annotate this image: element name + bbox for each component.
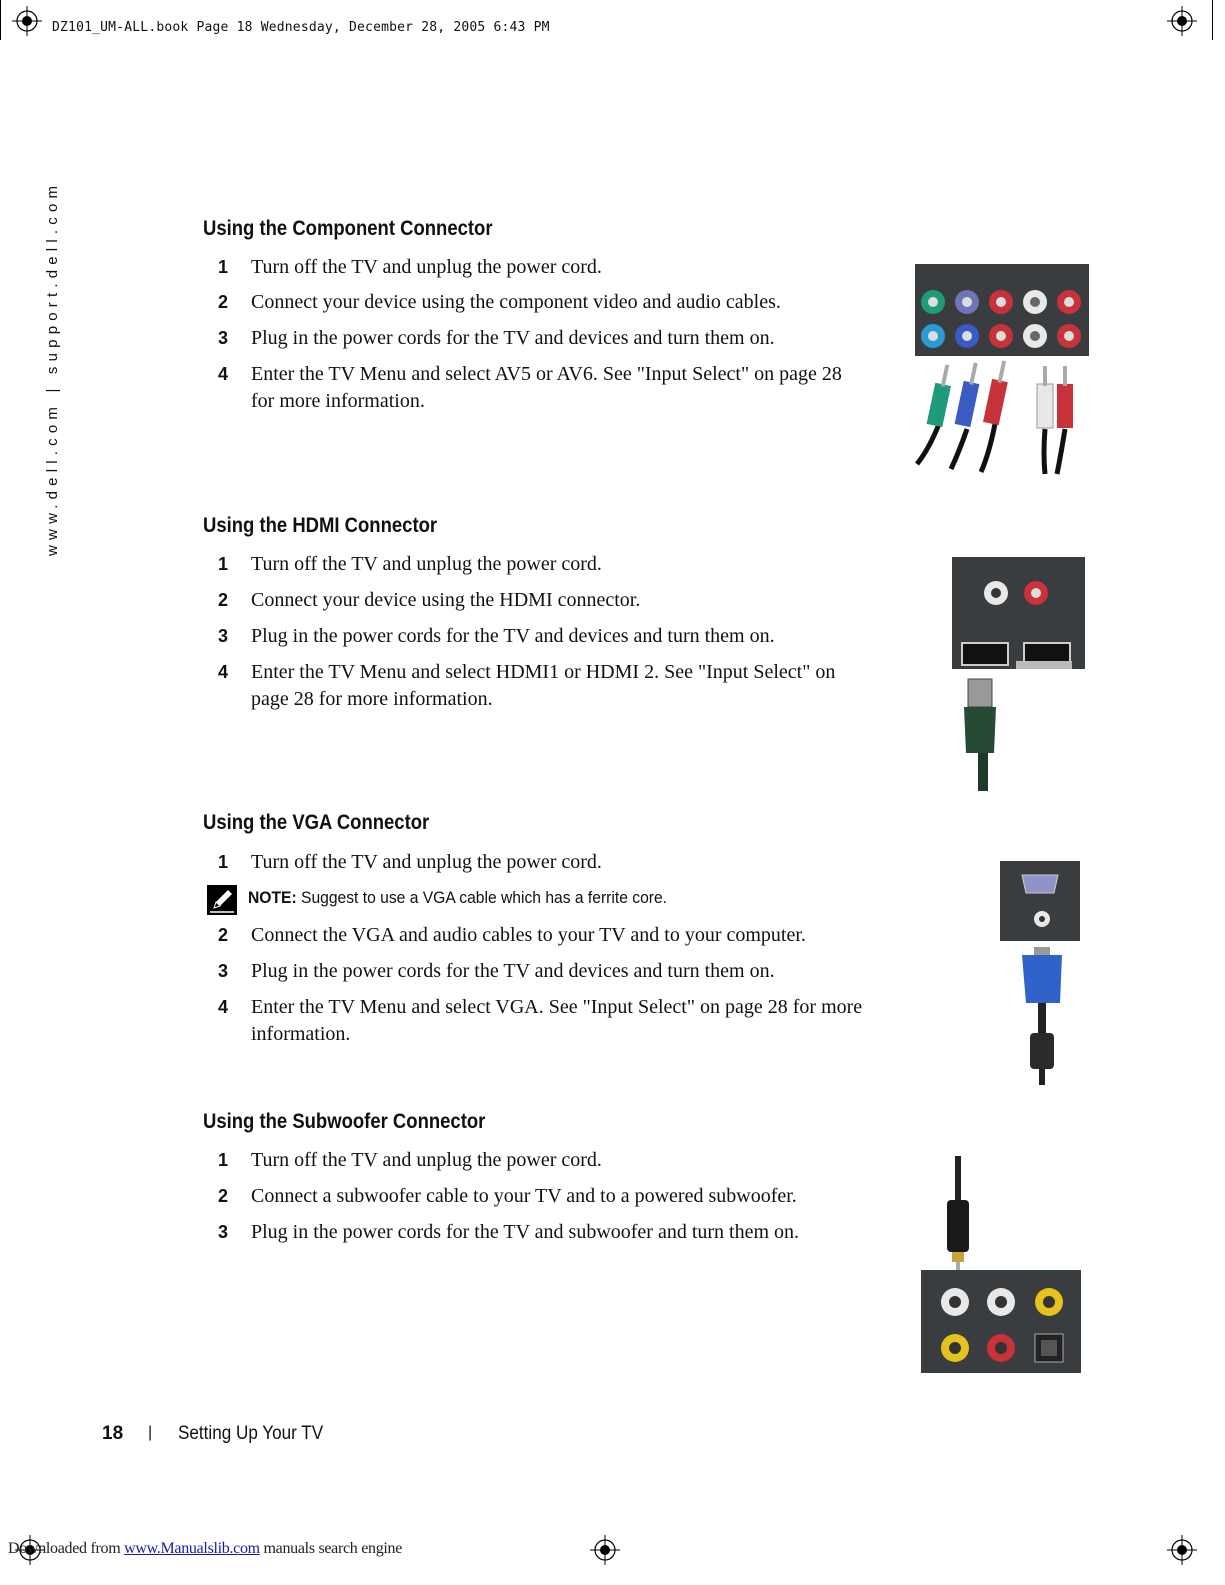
step-text: Turn off the TV and unplug the power cord. [251, 1149, 602, 1171]
component-ports-illustration [915, 264, 1089, 476]
section-heading-subwoofer: Using the Subwoofer Connector [203, 1110, 486, 1133]
step-text: Connect your device using the HDMI connector. [251, 589, 641, 611]
note-label: NOTE: [248, 888, 297, 907]
registration-mark-icon [1167, 6, 1197, 36]
download-banner [8, 1540, 402, 1558]
section-heading-component: Using the Component Connector [203, 217, 493, 240]
step-number: 2 [218, 925, 229, 945]
step-number: 4 [218, 997, 229, 1017]
note-pencil-icon [206, 884, 238, 916]
step-number: 2 [218, 590, 229, 610]
step-number: 1 [218, 852, 229, 872]
step-number: 2 [218, 292, 229, 312]
step-text: Plug in the power cords for the TV and subwoofer and turn them on. [251, 1221, 800, 1243]
step-text: Turn off the TV and unplug the power cord. [251, 851, 602, 873]
step-text: Plug in the power cords for the TV and devices and turn them on. [251, 960, 775, 982]
step-text: Enter the TV Menu and select AV5 or AV6. See "Input Select" on page 28 for more information. [251, 363, 842, 412]
registration-mark-icon [590, 1535, 620, 1565]
step-text: Turn off the TV and unplug the power cord. [251, 553, 602, 575]
registration-mark-icon [1167, 1535, 1197, 1565]
chapter-title: Setting Up Your TV [178, 1423, 324, 1444]
print-header: DZ101_UM-ALL.book Page 18 Wednesday, December 28, 2005 6:43 PM [52, 20, 550, 35]
hdmi-ports-illustration [952, 557, 1086, 792]
step-number: 3 [218, 961, 229, 981]
crop-line [0, 0, 1, 40]
note-body: Suggest to use a VGA cable which has a ferrite core. [301, 888, 668, 907]
step-text: Turn off the TV and unplug the power cord. [251, 256, 602, 278]
subwoofer-port-illustration [921, 1156, 1083, 1374]
step-number: 4 [218, 364, 229, 384]
download-prefix: Downloaded from [8, 1540, 125, 1557]
step-number: 3 [218, 626, 229, 646]
step-number: 1 [218, 554, 229, 574]
side-url: www.dell.com | support.dell.com [44, 180, 61, 556]
step-number: 3 [218, 328, 229, 348]
step-number: 1 [218, 257, 229, 277]
step-text: Enter the TV Menu and select VGA. See "Input Select" on page 28 for more information. [251, 996, 863, 1045]
step-number: 2 [218, 1186, 229, 1206]
step-text: Connect a subwoofer cable to your TV and to a powered subwoofer. [251, 1185, 797, 1207]
step-number: 3 [218, 1222, 229, 1242]
manualslib-link[interactable]: www.Manualslib.com [124, 1540, 260, 1557]
step-text: Connect your device using the component video and audio cables. [251, 291, 781, 313]
step-number: 1 [218, 1150, 229, 1170]
note-text [248, 888, 667, 908]
vga-port-illustration [1000, 861, 1082, 1087]
step-number: 4 [218, 662, 229, 682]
section-heading-vga: Using the VGA Connector [203, 811, 430, 834]
registration-mark-icon [12, 6, 42, 36]
footer-separator: | [148, 1424, 153, 1441]
step-text: Connect the VGA and audio cables to your TV and to your computer. [251, 924, 806, 946]
step-text: Plug in the power cords for the TV and devices and turn them on. [251, 327, 775, 349]
page-number: 18 [102, 1423, 124, 1444]
step-text: Enter the TV Menu and select HDMI1 or HDMI 2. See "Input Select" on page 28 for more information. [251, 661, 836, 710]
step-text: Plug in the power cords for the TV and devices and turn them on. [251, 625, 775, 647]
download-suffix: manuals search engine [259, 1540, 403, 1557]
crop-line [1212, 0, 1213, 40]
section-heading-hdmi: Using the HDMI Connector [203, 514, 438, 537]
